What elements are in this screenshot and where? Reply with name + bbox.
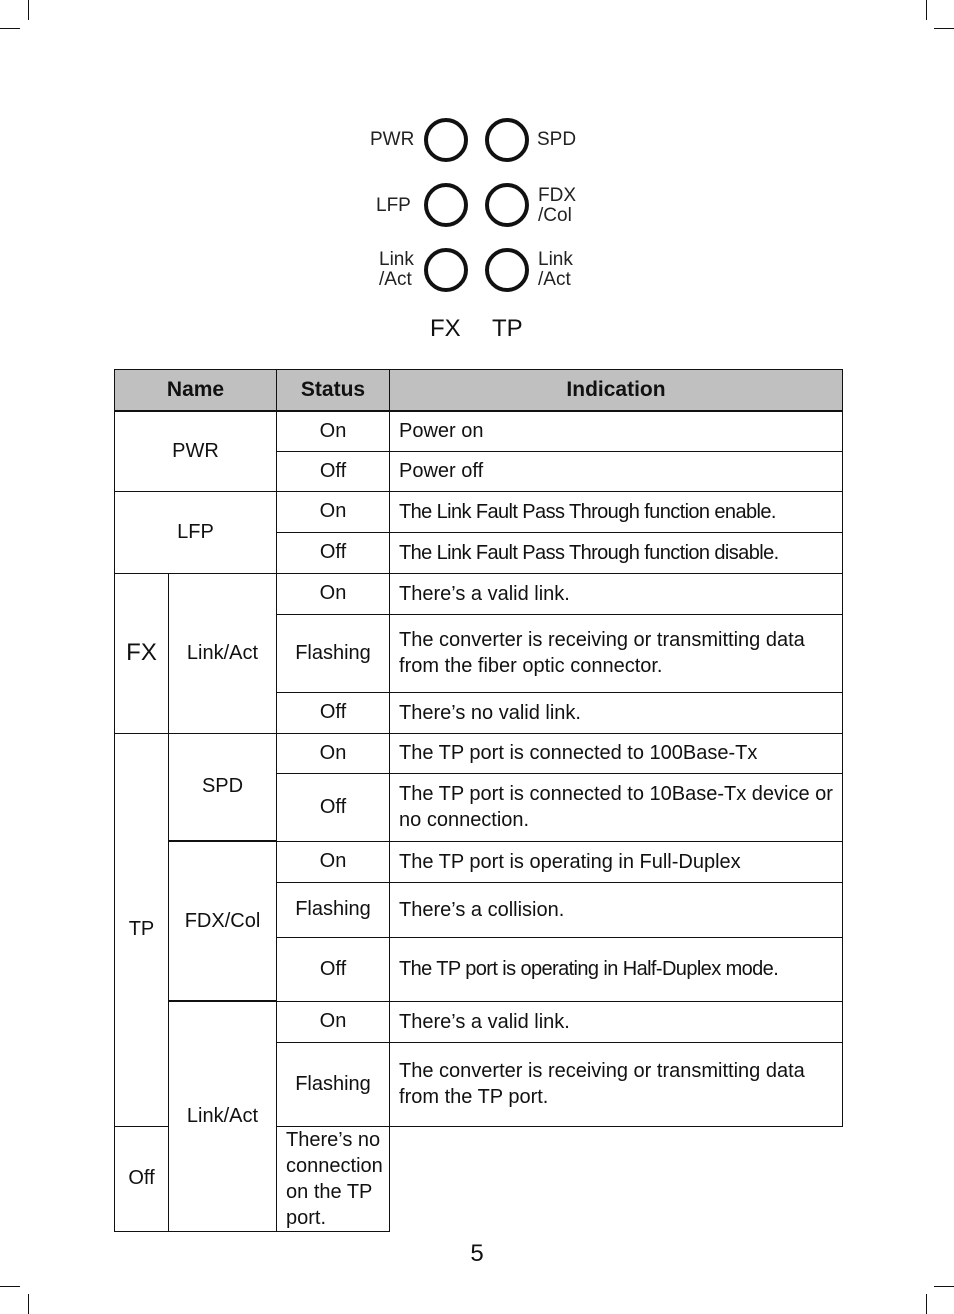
row-name-fdx-col: FDX/Col	[169, 841, 277, 1001]
row-name-tp-link-act: Link/Act	[169, 1001, 277, 1231]
led-fx-link-indicator	[424, 248, 468, 292]
status-cell: Off	[277, 773, 390, 841]
indication-cell: The Link Fault Pass Through function disable.	[390, 532, 843, 573]
table-row	[115, 733, 843, 773]
header-name: Name	[115, 370, 277, 412]
crop-mark	[0, 1286, 20, 1287]
status-cell: Flashing	[277, 882, 390, 937]
indication-cell: There’s no valid link.	[390, 692, 843, 733]
led-label-tp-link-line2: /Act	[538, 269, 571, 290]
led-fdx-indicator	[485, 183, 529, 227]
row-name-lfp: LFP	[115, 491, 277, 573]
indication-cell: There’s a collision.	[390, 882, 843, 937]
header-indication: Indication	[390, 370, 843, 412]
indication-cell: The TP port is operating in Half-Duplex mode.	[390, 937, 843, 1001]
table-row	[115, 841, 843, 882]
led-label-fx-link	[379, 250, 414, 290]
status-cell: On	[277, 1001, 390, 1042]
led-label-fdx-line2: /Col	[538, 205, 572, 226]
led-label-fdx	[538, 186, 576, 226]
row-group-tp: TP	[115, 733, 169, 1126]
status-cell: Off	[277, 532, 390, 573]
indication-cell: There’s a valid link.	[390, 573, 843, 614]
led-pwr-indicator	[424, 118, 468, 162]
crop-mark	[28, 0, 29, 20]
status-cell: Off	[277, 692, 390, 733]
group-label-fx: FX	[430, 315, 461, 342]
status-cell: Off	[277, 451, 390, 491]
indication-cell: The converter is receiving or transmitting data from the TP port.	[390, 1042, 843, 1126]
led-lfp-indicator	[424, 183, 468, 227]
status-cell: On	[277, 411, 390, 451]
status-cell: On	[277, 841, 390, 882]
led-label-lfp: LFP	[376, 195, 411, 216]
status-cell: Off	[115, 1126, 169, 1231]
indication-cell: The TP port is operating in Full-Duplex	[390, 841, 843, 882]
table-row	[115, 491, 843, 532]
led-spd-indicator	[485, 118, 529, 162]
indication-cell: The TP port is connected to 100Base-Tx	[390, 733, 843, 773]
header-status: Status	[277, 370, 390, 412]
crop-mark	[926, 0, 927, 20]
status-cell: Off	[277, 937, 390, 1001]
led-label-tp-link-line1: Link	[538, 249, 573, 270]
table-header-row	[115, 370, 843, 412]
group-label-tp: TP	[492, 315, 523, 342]
indication-cell: The TP port is connected to 10Base-Tx device or no connection.	[390, 773, 843, 841]
crop-mark	[0, 28, 20, 29]
crop-mark	[926, 1294, 927, 1314]
indication-cell: The converter is receiving or transmitting data from the fiber optic connector.	[390, 614, 843, 692]
indication-cell: The Link Fault Pass Through function enable.	[390, 491, 843, 532]
status-cell: Flashing	[277, 614, 390, 692]
led-label-fx-link-line2: /Act	[379, 269, 412, 290]
led-label-fdx-line1: FDX	[538, 185, 576, 206]
table-row	[115, 573, 843, 614]
led-label-pwr: PWR	[370, 129, 415, 150]
indication-cell: Power off	[390, 451, 843, 491]
page-number: 5	[470, 1240, 484, 1267]
led-label-spd: SPD	[537, 129, 577, 150]
status-cell: On	[277, 733, 390, 773]
row-name-pwr: PWR	[115, 411, 277, 491]
status-cell: On	[277, 573, 390, 614]
row-name-fx-link-act: Link/Act	[169, 573, 277, 733]
table-row	[115, 1001, 843, 1042]
led-label-fx-link-line1: Link	[379, 249, 414, 270]
table-row	[115, 411, 843, 451]
indication-cell: There’s a valid link.	[390, 1001, 843, 1042]
status-cell: On	[277, 491, 390, 532]
status-cell: Flashing	[277, 1042, 390, 1126]
crop-mark	[934, 1286, 954, 1287]
indication-cell: Power on	[390, 411, 843, 451]
crop-mark	[28, 1294, 29, 1314]
crop-mark	[934, 28, 954, 29]
row-group-fx: FX	[115, 573, 169, 733]
indication-cell: There’s no connection on the TP port.	[277, 1126, 390, 1231]
led-indication-table	[114, 369, 843, 1232]
led-tp-link-indicator	[485, 248, 529, 292]
row-name-spd: SPD	[169, 733, 277, 841]
led-label-tp-link	[538, 250, 573, 290]
